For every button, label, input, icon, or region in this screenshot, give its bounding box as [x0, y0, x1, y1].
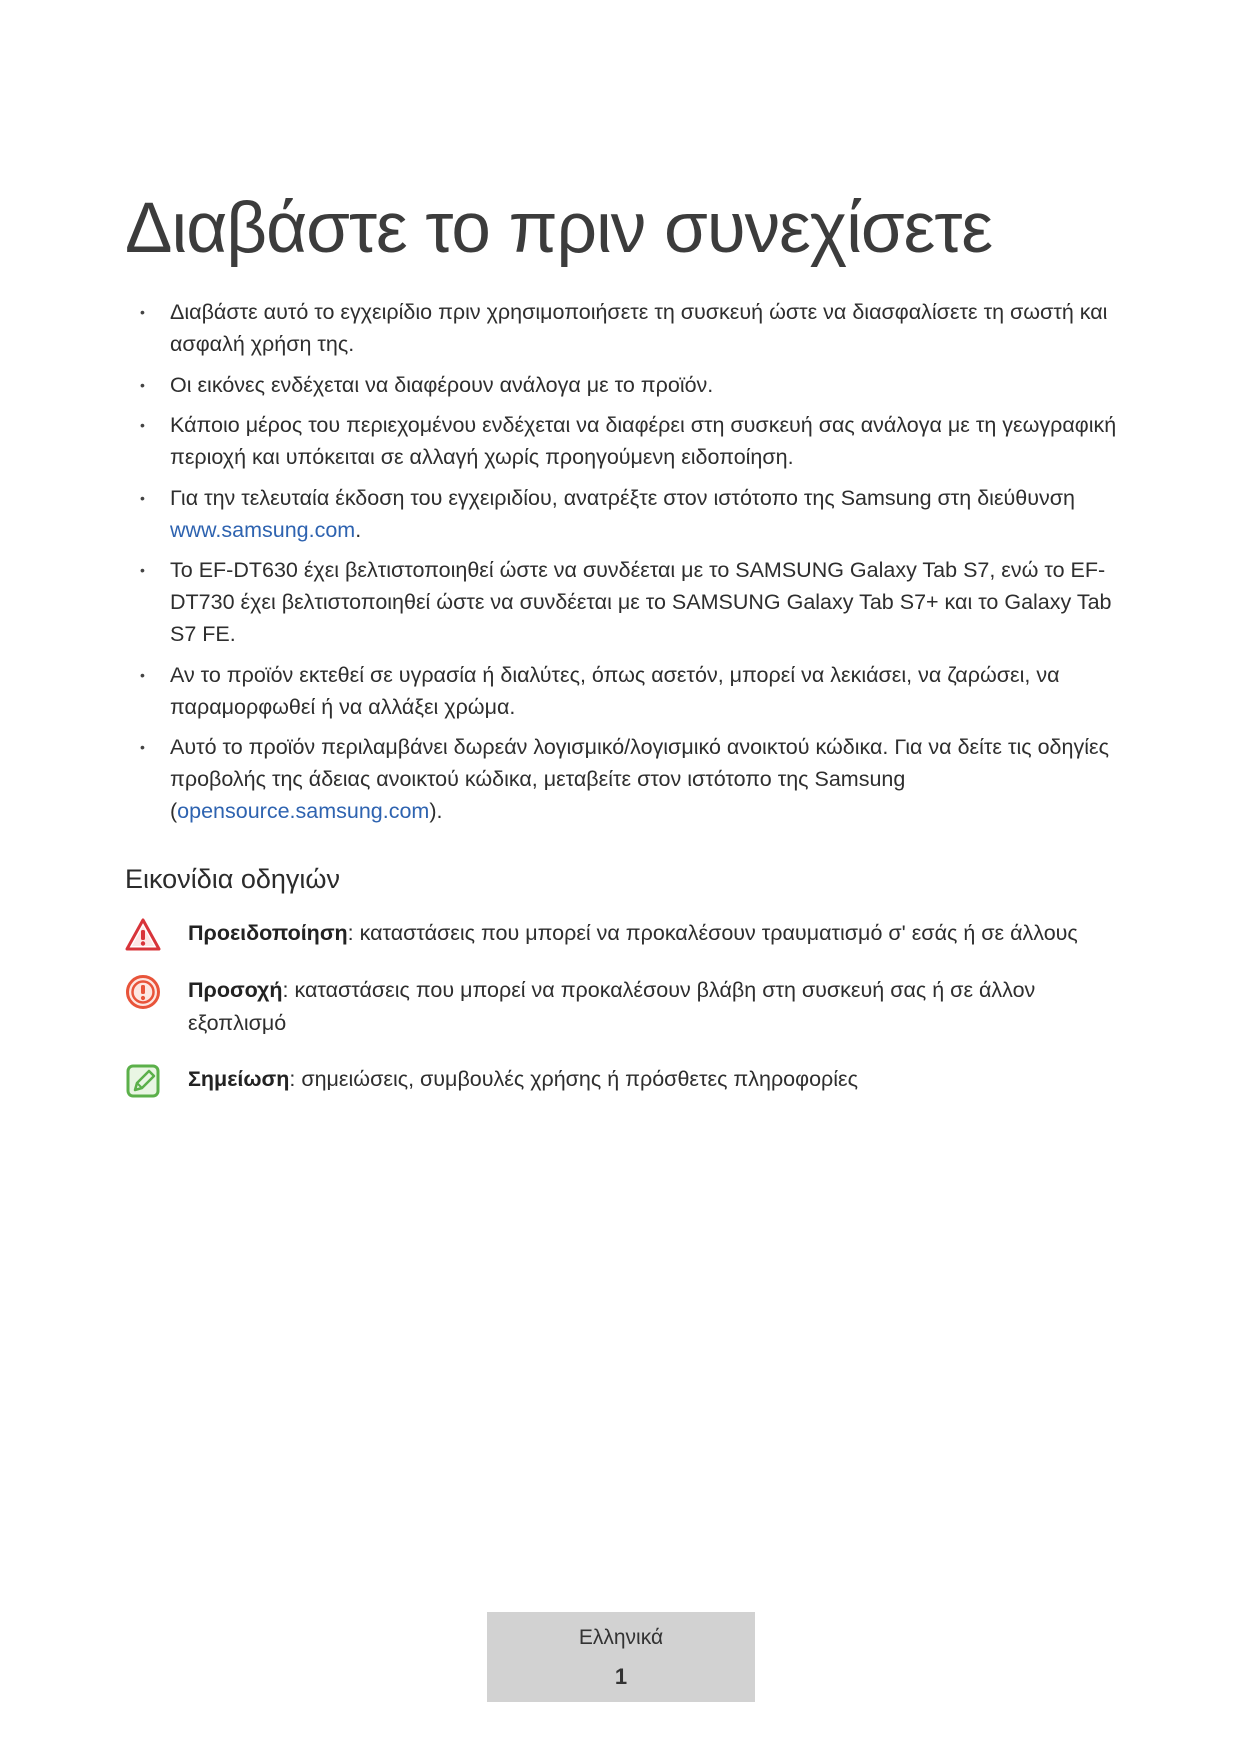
footer-language: Ελληνικά	[578, 1626, 664, 1649]
notice-list	[140, 296, 1130, 836]
warning-label: Προειδοποίηση	[188, 921, 348, 945]
caution-label: Προσοχή	[188, 978, 283, 1002]
caution-circle-icon	[125, 974, 161, 1010]
list-item: • Για την τελευταία έκδοση του εγχειριδίου, ανατρέξτε στον ιστότοπο της Samsung στη διεύθυνση www.samsung.com.	[140, 482, 1130, 546]
list-item: • Το EF-DT630 έχει βελτιστοποιηθεί ώστε να συνδέεται με το SAMSUNG Galaxy Tab S7, ενώ το EF-DT730 έχει βελτιστοποιηθεί ώστε να συνδέεται με το SAMSUNG Galaxy Tab S7+ και το Galaxy Tab S7 FE.	[140, 554, 1130, 650]
list-item: • Οι εικόνες ενδέχεται να διαφέρουν ανάλογα με το προϊόν.	[140, 369, 1130, 401]
samsung-website-link[interactable]: www.samsung.com	[170, 517, 356, 542]
note-pencil-icon	[125, 1063, 161, 1099]
page-number: 1	[614, 1664, 628, 1689]
list-item: • Αν το προϊόν εκτεθεί σε υγρασία ή διαλύτες, όπως ασετόν, μπορεί να λεκιάσει, να ζαρώσει, να παραμορφωθεί ή να αλλάξει χρώμα.	[140, 659, 1130, 723]
icons-section-heading: Εικονίδια οδηγιών	[125, 864, 340, 894]
list-item: • Διαβάστε αυτό το εγχειρίδιο πριν χρησιμοποιήσετε τη συσκευή ώστε να διασφαλίσετε τη σωστή και ασφαλή χρήση της.	[140, 296, 1130, 360]
page-title: Διαβάστε το πριν συνεχίσετε	[125, 189, 993, 268]
opensource-link[interactable]: opensource.samsung.com	[177, 799, 430, 823]
list-item: • Κάποιο μέρος του περιεχομένου ενδέχεται να διαφέρει στη συσκευή σας ανάλογα με τη γεωγραφική περιοχή και υπόκειται σε αλλαγή χωρίς προηγούμενη ειδοποίηση.	[140, 409, 1130, 473]
list-item: • Αυτό το προϊόν περιλαμβάνει δωρεάν λογισμικό/λογισμικό ανοικτού κώδικα. Για να δείτε τις οδηγίες προβολής της άδειας ανοικτού κώδικα, μεταβείτε στον ιστότοπο της Samsung (opensource.samsung.com).	[140, 731, 1130, 827]
note-label: Σημείωση	[188, 1067, 290, 1091]
page-footer	[487, 1612, 755, 1702]
warning-triangle-icon	[125, 917, 161, 953]
